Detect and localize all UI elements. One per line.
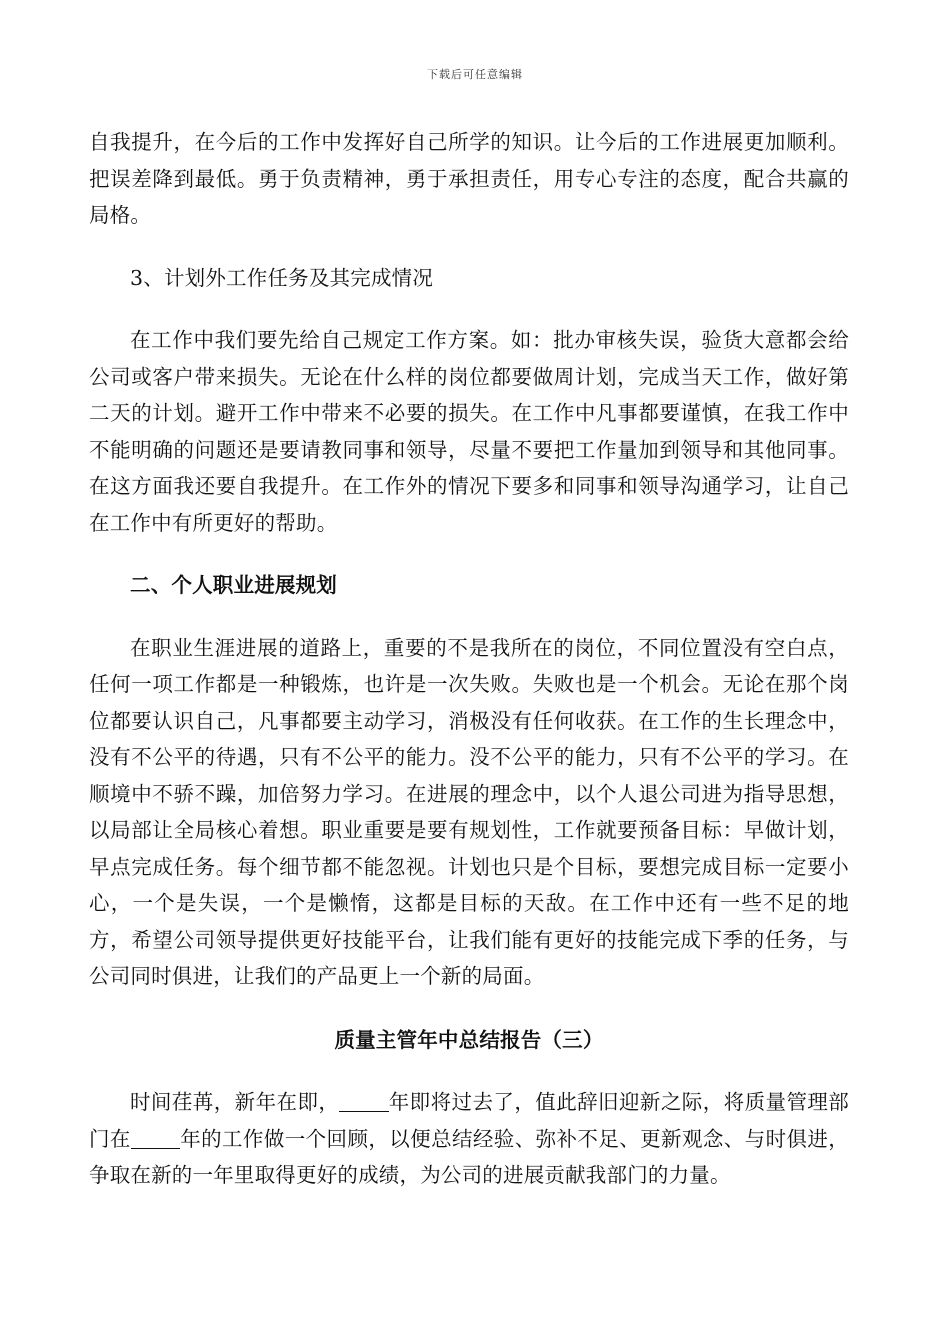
paragraph-continuation: 自我提升，在今后的工作中发挥好自己所学的知识。让今后的工作进展更加顺利。把误差降到最低。勇于负责精神，勇于承担责任，用专心专注的态度，配合共赢的局格。 [89, 130, 849, 227]
paragraph-career-plan: 在职业生涯进展的道路上，重要的不是我所在的岗位，不同位置没有空白点，任何一项工作都是一种锻炼，也许是一次失败。失败也是一个机会。无论在那个岗位都要认识自己，凡事都要主动学习，消极没有任何收获。在工作的生长理念中，没有不公平的待遇，只有不公平的能力。没不公平的能力，只有不公平的学习。在顺境中不骄不躁，加倍努力学习。在进展的理念中，以个人退公司进为指导思想，以局部让全局核心着想。职业重要是要有规划性，工作就要预备目标：早做计划，早点完成任务。每个细节都不能忽视。计划也只是个目标，要想完成目标一定要小心，一个是失误，一个是懒惰，这都是目标的天敌。在工作中还有一些不足的地方，希望公司领导提供更好技能平台，让我们能有更好的技能完成下季的任务，与公司同时俱进，让我们的产品更上一个新的局面。 [89, 635, 849, 988]
paragraph-report-intro [89, 1084, 849, 1194]
paragraph-unplanned-tasks: 在工作中我们要先给自己规定工作方案。如：批办审核失误，验货大意都会给公司或客户带来损失。无论在什么样的岗位都要做周计划，完成当天工作，做好第二天的计划。避开工作中带来不必要的损失。在工作中凡事都要谨慎，在我工作中不能明确的问题还是要请教同事和领导，尽量不要把工作量加到领导和其他同事。在这方面我还要自我提升。在工作外的情况下要多和同事和领导沟通学习，让自己在工作中有所更好的帮助。 [89, 328, 849, 535]
page-header: 下载后可任意编辑 [427, 68, 523, 81]
year-blank [131, 1127, 180, 1149]
report-title: 质量主管年中总结报告（三） [334, 1027, 604, 1052]
intro-text-part-3: 年的工作做一个回顾，以便总结经验、弥补不足、更新观念、与时俱进，争取在新的一年里取得更好的成绩，为公司的进展贡献我部门的力量。 [89, 1126, 849, 1187]
section-heading-unplanned-tasks: 3、计划外工作任务及其完成情况 [130, 265, 434, 290]
section-heading-career-plan: 二、个人职业进展规划 [130, 573, 337, 597]
intro-text-part-2: 年即将过去了，值此辞旧迎新之际，将质量管理部门在 [89, 1090, 850, 1151]
document-body [89, 124, 849, 1194]
intro-text-part-1: 时间荏苒，新年在即， [130, 1090, 340, 1114]
year-blank [339, 1091, 388, 1113]
